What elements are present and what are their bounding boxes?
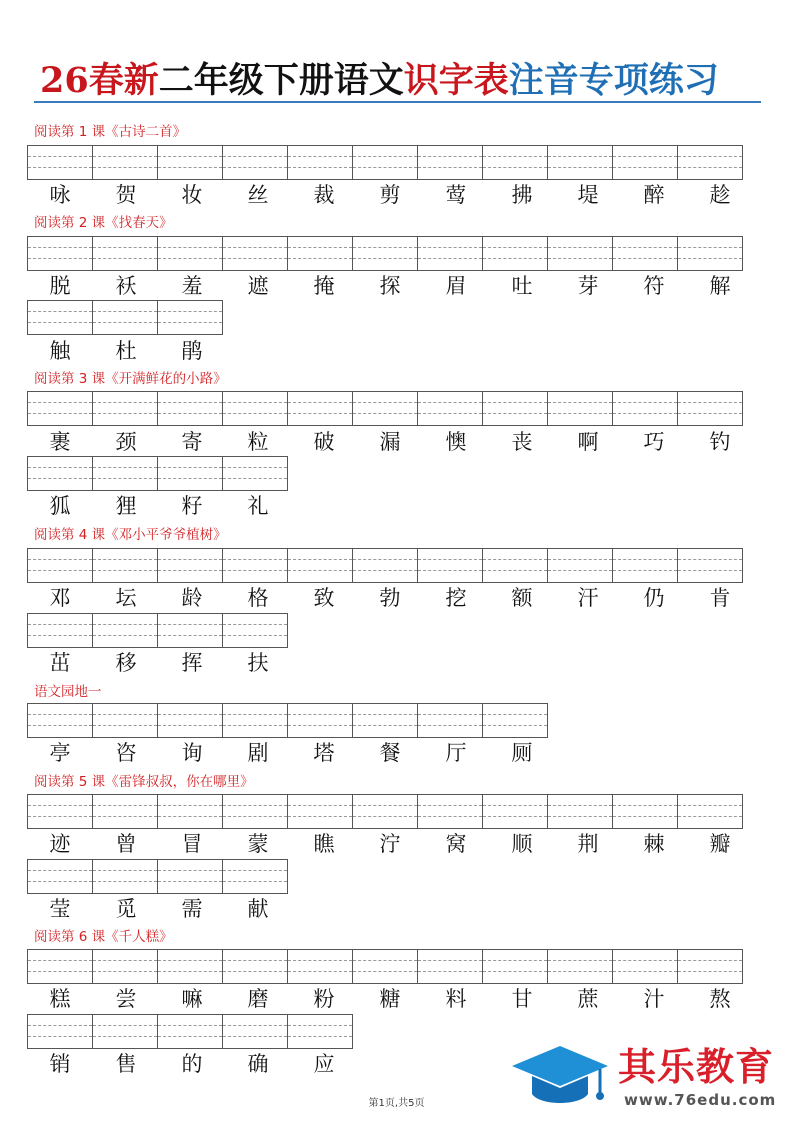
hanzi-character: 丝 [247, 183, 269, 207]
hanzi-character: 莺 [445, 183, 467, 207]
hanzi-character: 触 [49, 339, 71, 363]
hanzi-character: 粉 [313, 987, 335, 1011]
hanzi-character: 丧 [511, 430, 533, 454]
pinyin-writing-box[interactable] [677, 391, 743, 426]
pinyin-writing-box[interactable] [157, 300, 223, 335]
pinyin-grid-row [27, 300, 222, 335]
pinyin-writing-box[interactable] [612, 236, 678, 271]
hanzi-character: 寄 [181, 430, 203, 454]
pinyin-writing-box[interactable] [677, 145, 743, 180]
pinyin-grid-row [27, 613, 287, 648]
pinyin-writing-box[interactable] [287, 391, 353, 426]
pinyin-writing-box[interactable] [417, 236, 483, 271]
pinyin-grid-row [27, 456, 287, 491]
title-part-red-2: 识字表 [403, 60, 509, 101]
pinyin-grid-row [27, 145, 742, 180]
hanzi-character: 茁 [49, 651, 71, 675]
pinyin-writing-box[interactable] [417, 794, 483, 829]
hanzi-character: 剧 [247, 741, 269, 765]
pinyin-writing-box[interactable] [482, 391, 548, 426]
character-row [27, 583, 753, 613]
pinyin-writing-box[interactable] [222, 548, 288, 583]
pinyin-writing-box[interactable] [222, 949, 288, 984]
title-underline [34, 101, 761, 103]
pinyin-writing-box[interactable] [352, 391, 418, 426]
pinyin-writing-box[interactable] [92, 859, 158, 894]
pinyin-writing-box[interactable] [287, 794, 353, 829]
hanzi-character: 颈 [115, 430, 137, 454]
hanzi-character: 漏 [379, 430, 401, 454]
hanzi-character: 磨 [247, 987, 269, 1011]
pinyin-writing-box[interactable] [417, 703, 483, 738]
graduation-cap-icon [510, 1042, 610, 1112]
pinyin-writing-box[interactable] [157, 949, 223, 984]
pinyin-writing-box[interactable] [612, 548, 678, 583]
pinyin-writing-box[interactable] [417, 548, 483, 583]
pinyin-writing-box[interactable] [27, 145, 93, 180]
pinyin-grid-row [27, 1014, 352, 1049]
pinyin-writing-box[interactable] [27, 391, 93, 426]
hanzi-character: 掩 [313, 274, 335, 298]
pinyin-writing-box[interactable] [482, 794, 548, 829]
pinyin-writing-box[interactable] [157, 236, 223, 271]
pinyin-grid-row [27, 548, 742, 583]
pinyin-writing-box[interactable] [27, 794, 93, 829]
pinyin-writing-box[interactable] [222, 703, 288, 738]
pinyin-writing-box[interactable] [222, 859, 288, 894]
character-row [27, 1049, 357, 1079]
pinyin-writing-box[interactable] [92, 949, 158, 984]
hanzi-character: 迹 [49, 832, 71, 856]
page-title [40, 56, 760, 106]
pinyin-grid-row [27, 794, 742, 829]
pinyin-writing-box[interactable] [92, 456, 158, 491]
hanzi-character: 仍 [643, 586, 665, 610]
character-row [27, 648, 291, 678]
section-heading: 阅读第 1 课《古诗二首》 [34, 124, 187, 140]
hanzi-character: 杜 [115, 339, 137, 363]
character-row [27, 894, 291, 924]
character-row [27, 336, 225, 366]
pinyin-writing-box[interactable] [352, 145, 418, 180]
pinyin-writing-box[interactable] [157, 794, 223, 829]
pinyin-writing-box[interactable] [222, 236, 288, 271]
pinyin-writing-box[interactable] [352, 703, 418, 738]
pinyin-writing-box[interactable] [612, 391, 678, 426]
pinyin-writing-box[interactable] [27, 456, 93, 491]
pinyin-writing-box[interactable] [92, 300, 158, 335]
brand-url: www.76edu.com [624, 1091, 777, 1109]
hanzi-character: 坛 [115, 586, 137, 610]
hanzi-character: 顺 [511, 832, 533, 856]
hanzi-character: 邓 [49, 586, 71, 610]
hanzi-character: 狐 [49, 494, 71, 518]
hanzi-character: 肯 [709, 586, 731, 610]
pinyin-writing-box[interactable] [547, 794, 613, 829]
pinyin-writing-box[interactable] [92, 548, 158, 583]
hanzi-character: 挥 [181, 651, 203, 675]
hanzi-character: 糕 [49, 987, 71, 1011]
hanzi-character: 瞧 [313, 832, 335, 856]
character-row [27, 738, 555, 768]
hanzi-character: 啊 [577, 430, 599, 454]
pinyin-writing-box[interactable] [482, 548, 548, 583]
hanzi-character: 需 [181, 897, 203, 921]
pinyin-grid-row [27, 236, 742, 271]
pinyin-writing-box[interactable] [677, 236, 743, 271]
pinyin-writing-box[interactable] [92, 145, 158, 180]
hanzi-character: 餐 [379, 741, 401, 765]
pinyin-grid-row [27, 859, 287, 894]
pinyin-writing-box[interactable] [157, 613, 223, 648]
hanzi-character: 吐 [511, 274, 533, 298]
hanzi-character: 巧 [643, 430, 665, 454]
hanzi-character: 粒 [247, 430, 269, 454]
hanzi-character: 贺 [115, 183, 137, 207]
pinyin-writing-box[interactable] [547, 236, 613, 271]
hanzi-character: 勃 [379, 586, 401, 610]
pinyin-writing-box[interactable] [547, 548, 613, 583]
character-row [27, 180, 753, 210]
pinyin-writing-box[interactable] [352, 548, 418, 583]
character-row [27, 427, 753, 457]
pinyin-writing-box[interactable] [482, 145, 548, 180]
pinyin-writing-box[interactable] [287, 236, 353, 271]
hanzi-character: 献 [247, 897, 269, 921]
hanzi-character: 曾 [115, 832, 137, 856]
pinyin-writing-box[interactable] [482, 703, 548, 738]
hanzi-character: 料 [445, 987, 467, 1011]
hanzi-character: 袄 [115, 274, 137, 298]
hanzi-character: 熬 [709, 987, 731, 1011]
character-row [27, 491, 291, 521]
hanzi-character: 解 [709, 274, 731, 298]
hanzi-character: 遮 [247, 274, 269, 298]
pinyin-writing-box[interactable] [27, 300, 93, 335]
pinyin-writing-box[interactable] [157, 456, 223, 491]
hanzi-character: 狸 [115, 494, 137, 518]
pinyin-writing-box[interactable] [92, 391, 158, 426]
pinyin-grid-row [27, 949, 742, 984]
pinyin-writing-box[interactable] [287, 145, 353, 180]
pinyin-writing-box[interactable] [157, 1014, 223, 1049]
pinyin-writing-box[interactable] [287, 949, 353, 984]
hanzi-character: 销 [49, 1052, 71, 1076]
hanzi-character: 懊 [445, 430, 467, 454]
pinyin-writing-box[interactable] [27, 859, 93, 894]
hanzi-character: 移 [115, 651, 137, 675]
pinyin-writing-box[interactable] [417, 391, 483, 426]
hanzi-character: 厕 [511, 741, 533, 765]
brand-logo [510, 1042, 790, 1117]
hanzi-character: 符 [643, 274, 665, 298]
pinyin-writing-box[interactable] [677, 794, 743, 829]
pinyin-writing-box[interactable] [222, 1014, 288, 1049]
character-row [27, 829, 753, 859]
hanzi-character: 眉 [445, 274, 467, 298]
hanzi-character: 蒙 [247, 832, 269, 856]
hanzi-character: 破 [313, 430, 335, 454]
page-footer: 第1页,共5页 [368, 1098, 425, 1109]
hanzi-character: 裹 [49, 430, 71, 454]
section-heading: 阅读第 4 课《邓小平爷爷植树》 [34, 527, 227, 543]
hanzi-character: 莹 [49, 897, 71, 921]
pinyin-writing-box[interactable] [547, 391, 613, 426]
hanzi-character: 亭 [49, 741, 71, 765]
hanzi-character: 甘 [511, 987, 533, 1011]
hanzi-character: 塔 [313, 741, 335, 765]
hanzi-character: 尝 [115, 987, 137, 1011]
pinyin-writing-box[interactable] [612, 145, 678, 180]
pinyin-writing-box[interactable] [547, 145, 613, 180]
hanzi-character: 咨 [115, 741, 137, 765]
pinyin-writing-box[interactable] [222, 456, 288, 491]
hanzi-character: 拂 [511, 183, 533, 207]
brand-name: 其乐教育 [618, 1045, 775, 1089]
title-part-red: 26春新 [40, 60, 159, 101]
pinyin-writing-box[interactable] [27, 236, 93, 271]
hanzi-character: 扶 [247, 651, 269, 675]
hanzi-character: 窝 [445, 832, 467, 856]
character-row [27, 984, 753, 1014]
section-heading: 阅读第 3 课《开满鲜花的小路》 [34, 371, 227, 387]
hanzi-character: 钓 [709, 430, 731, 454]
hanzi-character: 的 [181, 1052, 203, 1076]
section-heading: 阅读第 6 课《千人糕》 [34, 929, 173, 945]
pinyin-writing-box[interactable] [92, 703, 158, 738]
pinyin-writing-box[interactable] [27, 1014, 93, 1049]
pinyin-writing-box[interactable] [27, 613, 93, 648]
pinyin-writing-box[interactable] [27, 548, 93, 583]
title-part-black: 二年级下册语文 [158, 60, 404, 101]
pinyin-writing-box[interactable] [222, 145, 288, 180]
hanzi-character: 醉 [643, 183, 665, 207]
hanzi-character: 芽 [577, 274, 599, 298]
section-heading: 阅读第 2 课《找春天》 [34, 215, 173, 231]
hanzi-character: 剪 [379, 183, 401, 207]
pinyin-writing-box[interactable] [417, 949, 483, 984]
hanzi-character: 咏 [49, 183, 71, 207]
pinyin-writing-box[interactable] [287, 1014, 353, 1049]
pinyin-writing-box[interactable] [482, 949, 548, 984]
hanzi-character: 售 [115, 1052, 137, 1076]
section-heading: 阅读第 5 课《雷锋叔叔，你在哪里》 [34, 774, 254, 790]
pinyin-grid-row [27, 391, 742, 426]
section-heading: 语文园地一 [34, 684, 102, 700]
pinyin-writing-box[interactable] [482, 236, 548, 271]
pinyin-writing-box[interactable] [352, 794, 418, 829]
hanzi-character: 挖 [445, 586, 467, 610]
pinyin-writing-box[interactable] [417, 145, 483, 180]
hanzi-character: 嘛 [181, 987, 203, 1011]
hanzi-character: 泞 [379, 832, 401, 856]
hanzi-character: 脱 [49, 274, 71, 298]
pinyin-writing-box[interactable] [612, 794, 678, 829]
pinyin-writing-box[interactable] [157, 703, 223, 738]
hanzi-character: 应 [313, 1052, 335, 1076]
pinyin-writing-box[interactable] [27, 949, 93, 984]
hanzi-character: 礼 [247, 494, 269, 518]
hanzi-character: 确 [247, 1052, 269, 1076]
pinyin-writing-box[interactable] [92, 613, 158, 648]
pinyin-writing-box[interactable] [547, 949, 613, 984]
hanzi-character: 糖 [379, 987, 401, 1011]
hanzi-character: 鹃 [181, 339, 203, 363]
hanzi-character: 荆 [577, 832, 599, 856]
hanzi-character: 龄 [181, 586, 203, 610]
hanzi-character: 妆 [181, 183, 203, 207]
pinyin-writing-box[interactable] [157, 859, 223, 894]
hanzi-character: 籽 [181, 494, 203, 518]
pinyin-writing-box[interactable] [222, 391, 288, 426]
pinyin-writing-box[interactable] [27, 703, 93, 738]
hanzi-character: 额 [511, 586, 533, 610]
title-part-blue: 注音专项练习 [508, 60, 719, 101]
hanzi-character: 瓣 [709, 832, 731, 856]
hanzi-character: 觅 [115, 897, 137, 921]
hanzi-character: 厅 [445, 741, 467, 765]
pinyin-writing-box[interactable] [157, 548, 223, 583]
character-row [27, 271, 753, 301]
pinyin-grid-row [27, 703, 547, 738]
pinyin-writing-box[interactable] [92, 794, 158, 829]
hanzi-character: 汗 [577, 586, 599, 610]
hanzi-character: 棘 [643, 832, 665, 856]
hanzi-character: 汁 [643, 987, 665, 1011]
pinyin-writing-box[interactable] [222, 613, 288, 648]
pinyin-writing-box[interactable] [92, 1014, 158, 1049]
hanzi-character: 蔗 [577, 987, 599, 1011]
pinyin-writing-box[interactable] [287, 703, 353, 738]
pinyin-writing-box[interactable] [677, 949, 743, 984]
hanzi-character: 询 [181, 741, 203, 765]
pinyin-writing-box[interactable] [92, 236, 158, 271]
hanzi-character: 格 [247, 586, 269, 610]
pinyin-writing-box[interactable] [352, 949, 418, 984]
hanzi-character: 堤 [577, 183, 599, 207]
pinyin-writing-box[interactable] [222, 794, 288, 829]
hanzi-character: 冒 [181, 832, 203, 856]
pinyin-writing-box[interactable] [612, 949, 678, 984]
hanzi-character: 羞 [181, 274, 203, 298]
pinyin-writing-box[interactable] [157, 391, 223, 426]
pinyin-writing-box[interactable] [287, 548, 353, 583]
hanzi-character: 趁 [709, 183, 731, 207]
pinyin-writing-box[interactable] [352, 236, 418, 271]
hanzi-character: 探 [379, 274, 401, 298]
pinyin-writing-box[interactable] [157, 145, 223, 180]
pinyin-writing-box[interactable] [677, 548, 743, 583]
hanzi-character: 裁 [313, 183, 335, 207]
hanzi-character: 致 [313, 586, 335, 610]
